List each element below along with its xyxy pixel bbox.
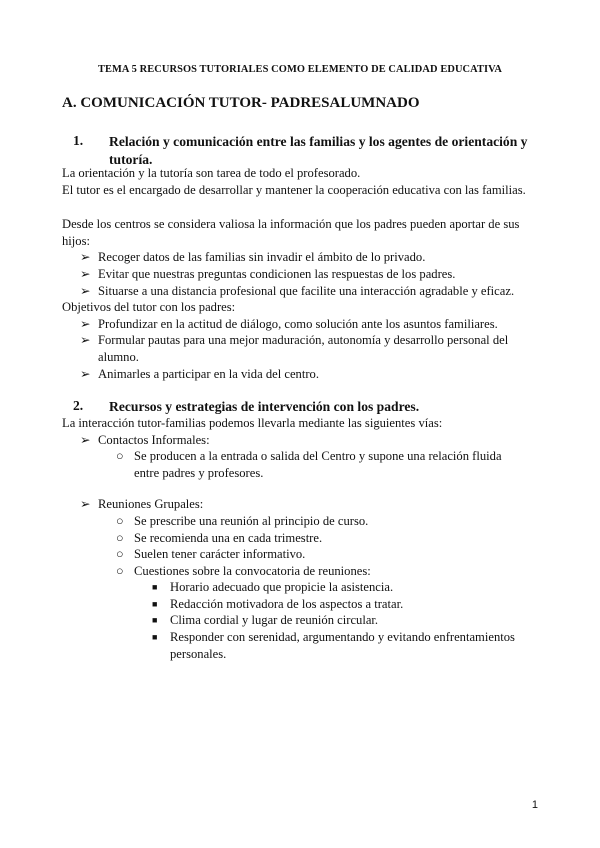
- page-number: 1: [531, 799, 538, 811]
- document-page: TEMA 5 RECURSOS TUTORIALES COMO ELEMENTO DE CALIDAD EDUCATIVA A. COMUNICACIÓN TUTOR- PADRESALUMNADO 1. Relación y comunicación entre las familias y los agentes de orientación y tutoría. La orientación y la tutoría son tarea de todo el profesorado. El tutor es el encargado de desarrollar y mantener la cooperación educativa con las familias. Desde los centros se considera valiosa la información que los padres pueden aportar de sus hijos: ➢ Recoger datos de las familias sin invadir el ámbito de lo privado. ➢ Evitar que nuestras preguntas condicionen las respuestas de los padres. ➢ Situarse a una distancia profesional que facilite una interacción agradable y eficaz. Objetivos del tutor con los padres: ➢ Profundizar en la actitud de diálogo, como solución ante los asuntos familiares. ➢ Formular pautas para una mejor maduración, autonomía y desarrollo personal del alumno. ➢ Animarles a participar en la vida del centro. 2. Recursos y estrategias de intervención con los padres. La interacción tutor-familias podemos llevarla mediante las siguientes vías: ➢ Contactos Informales: ○ Se producen a la entrada o salida del Centro y supone una relación fluida entre padres y profesores. ➢ Reuniones Grupales: ○ Se prescribe una reunión al principio de curso. ○ Se recomienda una en cada trimestre. ○ Suelen tener carácter informativo. ○ Cuestiones sobre la convocatoria de reuniones: ■ Horario adecuado que propicie la asistencia. ■ Redacción motivadora de los aspectos a tratar. ■ Clima cordial y lugar de reunión circular. ■ Responder con serenidad, argumentando y evitando enfrentamientos personales. 1: [0, 0, 600, 848]
- paragraph: La interacción tutor-familias podemos llevarla mediante las siguientes vías:: [62, 416, 443, 430]
- arrow-bullet-icon: ➢: [80, 367, 91, 381]
- square-bullet-icon: ■: [152, 615, 158, 625]
- paragraph: Desde los centros se considera valiosa la información que los padres pueden aportar de sus: [62, 217, 520, 231]
- paragraph: Objetivos del tutor con los padres:: [62, 300, 236, 314]
- paragraph: hijos:: [62, 234, 90, 248]
- arrow-bullet-icon: ➢: [80, 333, 91, 347]
- section-2-number: 2.: [73, 398, 84, 413]
- section-1-title: Relación y comunicación entre las familias y los agentes de orientación y tutoría.: [109, 134, 528, 167]
- square-bullet-icon: ■: [152, 599, 158, 609]
- circle-bullet-icon: ○: [116, 564, 124, 578]
- section-2-title: Recursos y estrategias de intervención con los padres.: [109, 399, 420, 414]
- square-bullet-icon: ■: [152, 632, 158, 642]
- arrow-bullet-icon: ➢: [80, 284, 91, 298]
- section-1-number: 1.: [73, 133, 84, 148]
- circle-bullet-icon: ○: [116, 531, 124, 545]
- arrow-bullet-icon: ➢: [80, 433, 91, 447]
- section-a-heading: A. COMUNICACIÓN TUTOR- PADRESALUMNADO: [62, 95, 420, 111]
- circle-bullet-icon: ○: [116, 449, 124, 463]
- document-title: TEMA 5 RECURSOS TUTORIALES COMO ELEMENTO DE CALIDAD EDUCATIVA: [97, 64, 503, 75]
- paragraph: El tutor es el encargado de desarrollar y mantener la cooperación educativa con las familias.: [62, 183, 526, 197]
- circle-bullet-icon: ○: [116, 547, 124, 561]
- circle-bullet-icon: ○: [116, 514, 124, 528]
- arrow-bullet-icon: ➢: [80, 497, 91, 511]
- arrow-bullet-icon: ➢: [80, 250, 91, 264]
- paragraph: La orientación y la tutoría son tarea de todo el profesorado.: [62, 166, 361, 180]
- square-bullet-icon: ■: [152, 582, 158, 592]
- arrow-bullet-icon: ➢: [80, 317, 91, 331]
- arrow-bullet-icon: ➢: [80, 267, 91, 281]
